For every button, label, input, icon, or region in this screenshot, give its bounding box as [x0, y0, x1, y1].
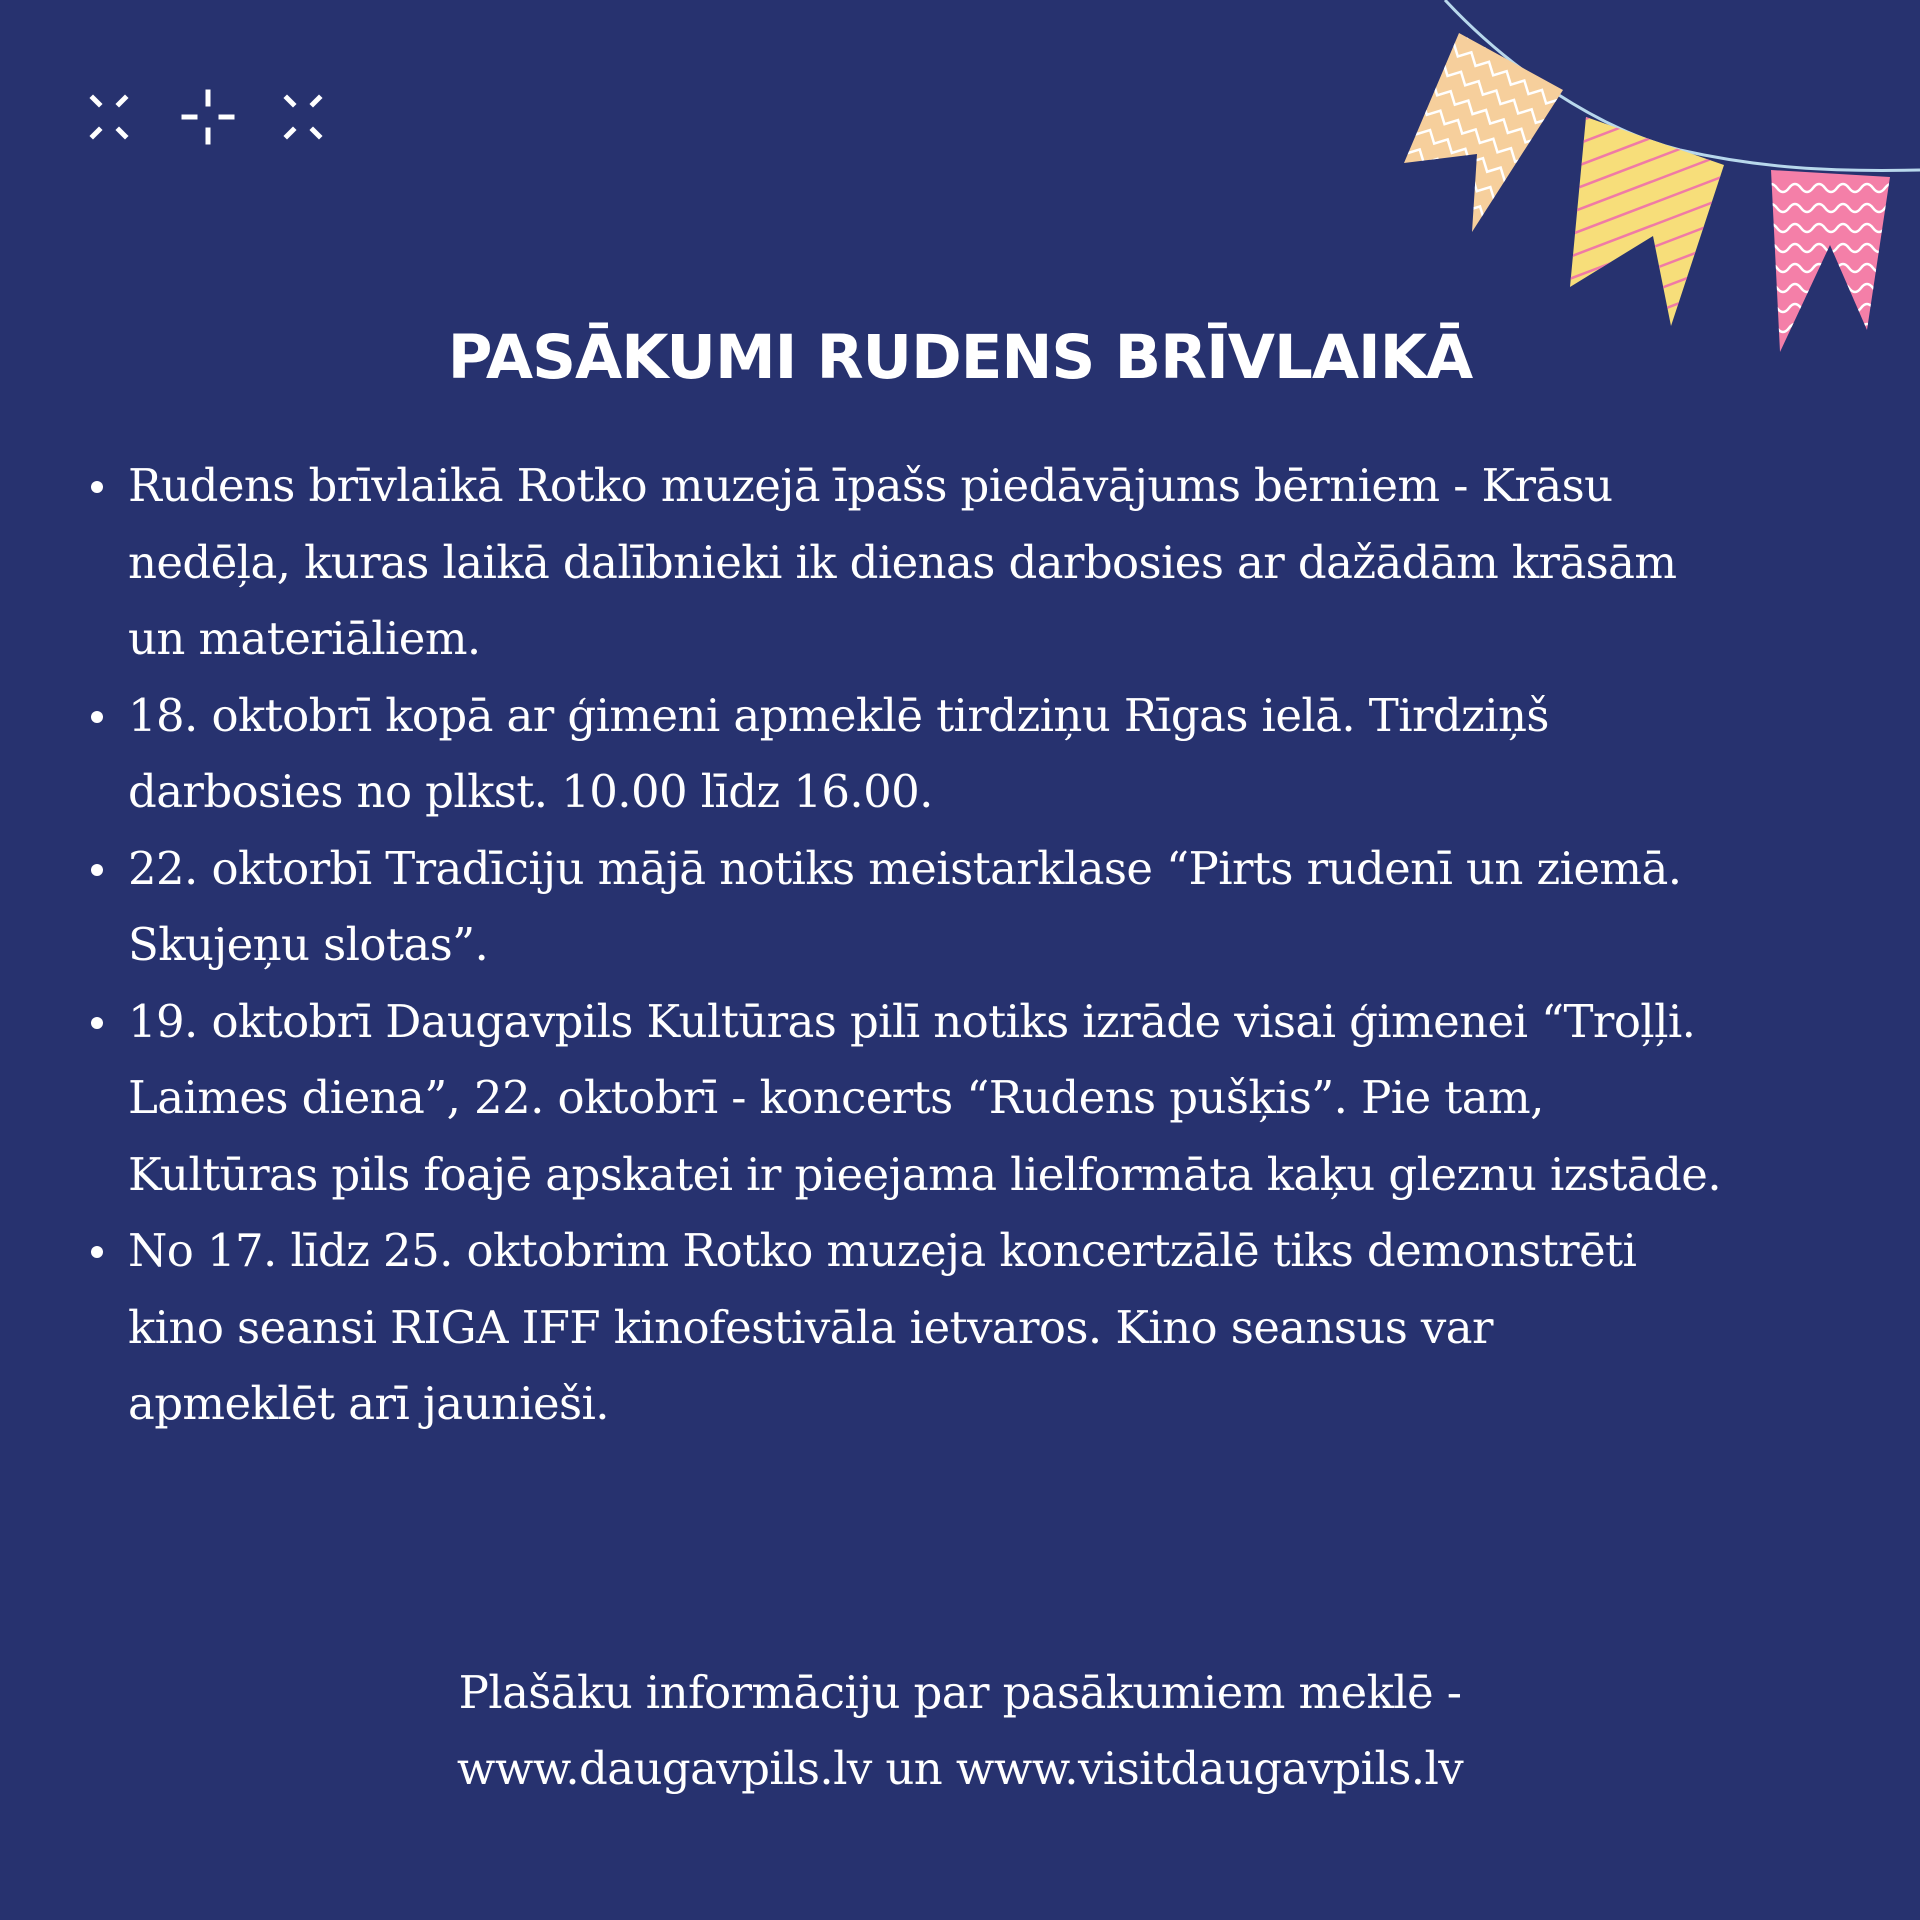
event-line: Kultūras pils foajē apskatei ir pieejama lielformāta kaķu gleznu izstāde. [128, 1147, 1722, 1201]
bullet-dot-icon [91, 864, 103, 876]
event-line: kino seansi RIGA IFF kinofestivāla ietvaros. Kino seansus var [128, 1300, 1493, 1354]
event-line: No 17. līdz 25. oktobrim Rotko muzeja koncertzālē tiks demonstrēti [128, 1224, 1637, 1277]
event-item [128, 984, 1888, 1214]
footer-links: www.daugavpils.lv un www.visitdaugavpils.lv [456, 1742, 1464, 1795]
bullet-dot-icon [91, 1017, 103, 1029]
event-line: apmeklēt arī jaunieši. [128, 1377, 610, 1430]
bullet-dot-icon [91, 481, 103, 493]
footer-line: Plašāku informāciju par pasākumiem meklē - [458, 1666, 1462, 1719]
event-line: 22. oktorbī Tradīciju mājā notiks meistarklase “Pirts rudenī un ziemā. [128, 841, 1682, 895]
event-line: 19. oktobrī Daugavpils Kultūras pilī notiks izrāde visai ģimenei “Troļļi. [128, 994, 1696, 1048]
event-line: nedēļa, kuras laikā dalībnieki ik dienas darbosies ar dažādām krāsām [128, 535, 1677, 589]
event-item [128, 678, 1888, 831]
bunting-flag-peach [1380, 9, 1588, 234]
sparkle-x-icon-right [287, 98, 319, 136]
event-line: un materiāliem. [128, 612, 481, 665]
bullet-dot-icon [91, 1246, 103, 1258]
event-line: darbosies no plkst. 10.00 līdz 16.00. [128, 765, 933, 818]
event-item [128, 831, 1888, 984]
event-line: Rudens brīvlaikā Rotko muzejā īpašs piedāvājums bērniem - Krāsu [128, 459, 1613, 512]
event-list [128, 448, 1888, 1443]
event-line: 18. oktobrī kopā ar ģimeni apmeklē tirdziņu Rīgas ielā. Tirdziņš [128, 688, 1549, 742]
sparkle-plus-icon [184, 92, 232, 142]
event-line: Skujeņu slotas”. [128, 918, 489, 971]
bullet-dot-icon [91, 711, 103, 723]
event-item [128, 1213, 1888, 1443]
sparkle-x-icon-left [93, 98, 125, 136]
party-bunting-icon [1380, 0, 1920, 370]
footer-info [0, 1655, 1920, 1807]
sparkle-cross-icons [84, 88, 336, 148]
event-item [128, 448, 1888, 678]
event-line: Laimes diena”, 22. oktobrī - koncerts “Rudens pušķis”. Pie tam, [128, 1071, 1544, 1124]
page-title: PASĀKUMI RUDENS BRĪVLAIKĀ [447, 322, 1473, 393]
